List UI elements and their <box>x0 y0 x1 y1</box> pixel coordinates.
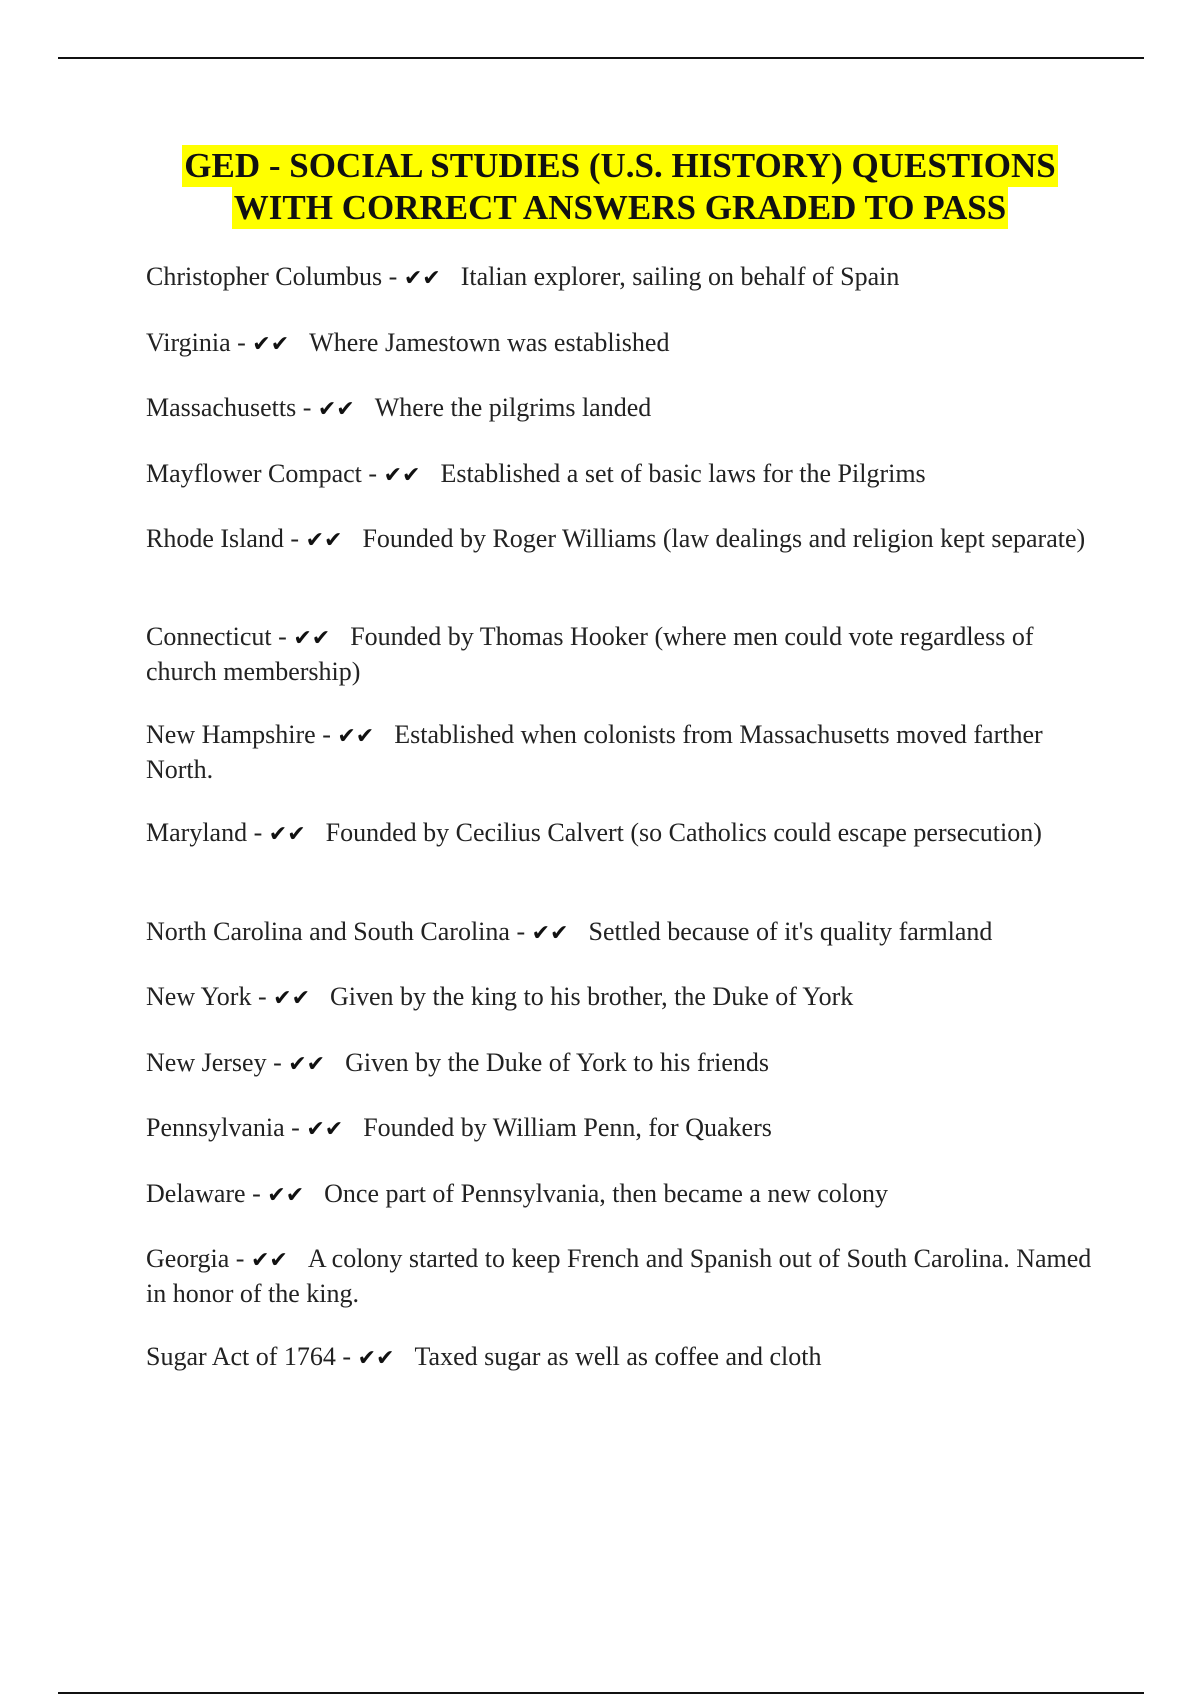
qa-entry <box>146 522 1096 557</box>
entry-separator: - <box>230 328 253 357</box>
qa-entry <box>146 457 1096 492</box>
entry-definition: Founded by Roger Williams (law dealings and religion kept separate) <box>362 524 1086 553</box>
qa-entry <box>146 391 1096 426</box>
entry-separator: - <box>284 1113 307 1142</box>
entry-term: Christopher Columbus <box>146 262 383 291</box>
double-check-icon: ✔✔ <box>531 921 569 946</box>
entry-term: Massachusetts <box>146 393 297 422</box>
qa-entry <box>146 1242 1096 1310</box>
entry-separator: - <box>283 524 306 553</box>
double-check-icon: ✔✔ <box>306 1117 344 1142</box>
double-check-icon: ✔✔ <box>267 1183 305 1208</box>
double-check-icon: ✔✔ <box>357 1346 395 1371</box>
document-title <box>100 145 1140 229</box>
entry-separator: - <box>251 982 274 1011</box>
entry-definition: Italian explorer, sailing on behalf of Spain <box>460 262 900 291</box>
qa-entry <box>146 1177 1096 1212</box>
entry-separator: - <box>382 262 404 291</box>
entry-definition: Founded by Cecilius Calvert (so Catholics could escape persecution) <box>325 818 1042 847</box>
entry-term: New Hampshire <box>146 720 316 749</box>
entry-definition: Where Jamestown was established <box>309 328 670 357</box>
entry-term: Connecticut <box>146 622 272 651</box>
qa-entry <box>146 1111 1096 1146</box>
entry-separator: - <box>271 622 294 651</box>
double-check-icon: ✔✔ <box>293 626 331 651</box>
title-line-2: WITH CORRECT ANSWERS GRADED TO PASS <box>233 188 1007 227</box>
entry-term: Sugar Act of 1764 <box>146 1342 336 1371</box>
entry-term: New Jersey <box>146 1048 267 1077</box>
qa-entry <box>146 980 1096 1015</box>
qa-entry <box>146 1046 1096 1081</box>
double-check-icon: ✔✔ <box>317 397 355 422</box>
entry-separator: - <box>315 720 338 749</box>
qa-entry <box>146 260 1096 295</box>
entry-separator: - <box>245 1179 268 1208</box>
double-check-icon: ✔✔ <box>305 528 343 553</box>
entry-term: Delaware <box>146 1179 246 1208</box>
entry-term: Rhode Island <box>146 524 284 553</box>
double-check-icon: ✔✔ <box>268 822 306 847</box>
entry-separator: - <box>361 459 384 488</box>
qa-entry <box>146 1340 1096 1375</box>
double-check-icon: ✔✔ <box>250 1248 288 1273</box>
footer-rule <box>58 1692 1144 1694</box>
entry-definition: Founded by William Penn, for Quakers <box>363 1113 772 1142</box>
entry-term: Pennsylvania <box>146 1113 285 1142</box>
entry-term: Georgia <box>146 1244 230 1273</box>
entry-term: Maryland <box>146 818 248 847</box>
entry-definition: Established when colonists from Massachusetts moved farther North. <box>146 720 1050 784</box>
entry-definition: Given by the Duke of York to his friends <box>345 1048 770 1077</box>
entry-term: Virginia <box>146 328 231 357</box>
qa-entry <box>146 620 1096 688</box>
qa-entry <box>146 816 1096 851</box>
entry-term: North Carolina and South Carolina <box>146 917 510 946</box>
entry-definition: Settled because of it's quality farmland <box>588 917 993 946</box>
entry-term: Mayflower Compact <box>146 459 362 488</box>
entry-term: New York <box>146 982 252 1011</box>
entry-separator: - <box>247 818 269 847</box>
double-check-icon: ✔✔ <box>383 463 421 488</box>
entry-definition: Established a set of basic laws for the Pilgrims <box>440 459 926 488</box>
entry-definition: Taxed sugar as well as coffee and cloth <box>414 1342 822 1371</box>
entry-definition: Once part of Pennsylvania, then became a new colony <box>324 1179 889 1208</box>
entry-separator: - <box>229 1244 251 1273</box>
double-check-icon: ✔✔ <box>337 724 375 749</box>
entry-separator: - <box>296 393 318 422</box>
entry-definition: Where the pilgrims landed <box>374 393 652 422</box>
qa-entry <box>146 915 1096 950</box>
qa-entry <box>146 326 1096 361</box>
entry-definition: Founded by Thomas Hooker (where men could vote regardless of church membership) <box>146 622 1040 686</box>
double-check-icon: ✔✔ <box>273 986 311 1011</box>
header-rule <box>58 57 1144 59</box>
entry-definition: Given by the king to his brother, the Duke of York <box>330 982 854 1011</box>
entry-definition: A colony started to keep French and Spanish out of South Carolina. Named in honor of the king. <box>146 1244 1098 1308</box>
double-check-icon: ✔✔ <box>252 332 290 357</box>
double-check-icon: ✔✔ <box>288 1052 326 1077</box>
entry-separator: - <box>509 917 532 946</box>
title-line-1: GED - SOCIAL STUDIES (U.S. HISTORY) QUESTIONS <box>184 146 1056 185</box>
entry-separator: - <box>266 1048 289 1077</box>
entry-separator: - <box>335 1342 358 1371</box>
double-check-icon: ✔✔ <box>403 266 441 291</box>
qa-entry <box>146 718 1096 786</box>
